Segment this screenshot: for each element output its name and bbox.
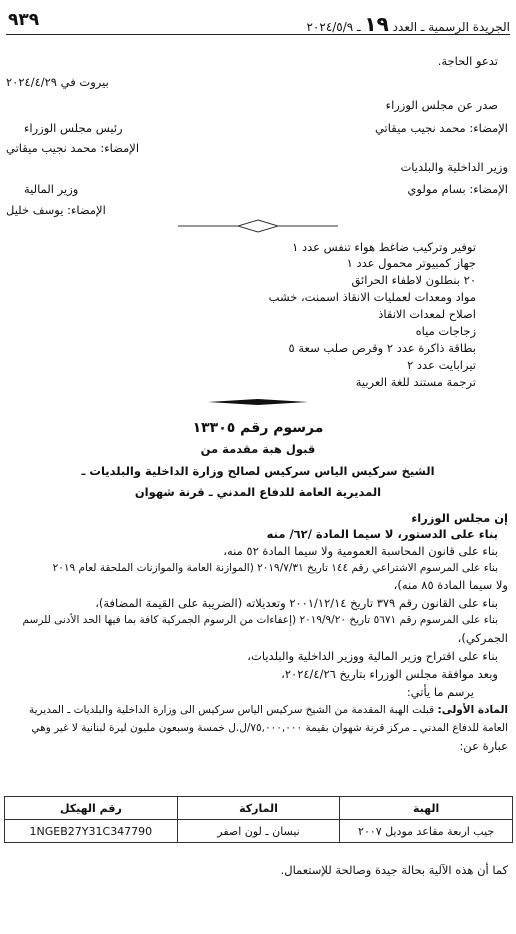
divider-ornament (178, 219, 338, 233)
table-cell: جيب اربعة مقاعد موديل ٢٠٠٧ (340, 820, 513, 843)
gazette-name: الجريدة الرسمية ـ العدد (392, 20, 510, 34)
constitution-line: بناء على الدستور، لا سيما المادة /٦٢/ منه (266, 527, 498, 541)
body-line: الجمركي)، (457, 631, 508, 645)
divider-ornament (208, 395, 308, 409)
body-line: بناء على القانون رقم ٣٧٩ تاريخ ٢٠٠١/١٢/١٤ وتعديلاته (الضريبة على القيمة المضافة)، (95, 596, 498, 610)
list-item: زجاجات مياه (415, 324, 476, 338)
article-one-label: المادة الأولى: (437, 704, 508, 716)
decree-subject: قبول هبة مقدمة من (200, 442, 316, 456)
column-header: رقم الهيكل (5, 797, 178, 820)
list-item: بطاقة ذاكرة عدد ٢ وقرص صلب سعة ٥ (288, 341, 476, 355)
article-one (29, 702, 508, 718)
article-one-text: قبلت الهبة المقدمة من الشيخ سركيس الياس سركيس الى وزارة الداخلية والبلديات ـ المديرية (28, 704, 435, 716)
body-line: ولا سيما المادة ٨٥ منه)، (393, 578, 508, 592)
page-number: ٩٣٩ (8, 10, 40, 30)
pm-title: رئيس مجلس الوزراء (24, 121, 123, 135)
list-item: مواد ومعدات لعمليات الانقاذ اسمنت، خشب (268, 290, 476, 304)
list-item: ترجمة مستند للغة العربية (355, 375, 476, 389)
decrees-line: يرسم ما يأتي: (406, 685, 474, 699)
list-item: اصلاح لمعدات الانقاذ (378, 307, 476, 321)
finance-minister-title: وزير المالية (24, 182, 79, 196)
decree-donor: الشيخ سركيس الياس سركيس لصالح وزارة الداخلية والبلديات ـ (81, 464, 435, 478)
interior-minister-title: وزير الداخلية والبلديات (400, 160, 508, 174)
column-header: الماركة (177, 797, 340, 820)
donation-table (4, 796, 513, 843)
list-item: توفير وتركيب ضاغط هواء تنفس عدد ١ (292, 240, 476, 254)
body-line: بناء على قانون المحاسبة العمومية ولا سيما المادة ٥٢ منه، (223, 544, 498, 558)
issued-by: صدر عن مجلس الوزراء (385, 98, 498, 112)
page-header (6, 6, 510, 35)
table-header-row (5, 797, 513, 820)
place-date: بيروت في ٢٠٢٤/٤/٢٩ (6, 75, 109, 89)
council-line: إن مجلس الوزراء (411, 511, 508, 525)
body-line: بناء على المرسوم الاشتراعي رقم ١٤٤ تاريخ ٢٠١٩/٧/٣١ (الموازنة العامة والموازنات الملحقة لعام ٢٠١٩ (52, 562, 498, 574)
chassis-number-cell: 1NGEB27Y31C347790 (5, 820, 178, 843)
issue-date: ـ ٢٠٢٤/٥/٩ (306, 20, 361, 34)
column-header: الهبة (340, 797, 513, 820)
body-line: العامة للدفاع المدني ـ مركز قرنة شهوان بقيمة ٧٥,٠٠٠,٠٠٠/ل.ل خمسة وسبعون مليون ليرة لبنانية لا غير وهي (31, 722, 508, 734)
finance-signature: الإمضاء: يوسف خليل (6, 203, 106, 217)
list-item: جهاز كمبيوتر محمول عدد ١ (346, 256, 476, 270)
table-cell: نيسان ـ لون اصفر (177, 820, 340, 843)
decree-number: مرسوم رقم ١٣٣٠٥ (192, 420, 324, 436)
pm-signature-right: الإمضاء: محمد نجيب ميقاتي (374, 121, 508, 135)
list-item: تيرابايت عدد ٢ (407, 358, 476, 372)
decree-directorate: المديرية العامة للدفاع المدني ـ قرنة شهوان (134, 485, 382, 499)
interior-signature: الإمضاء: بسام مولوي (407, 182, 508, 196)
body-line: بناء على اقتراح وزير المالية ووزير الداخلية والبلديات، (247, 649, 498, 663)
gazette-title (306, 12, 510, 36)
footer-note: كما أن هذه الآلية بحالة جيدة وصالحة للإستعمال. (280, 863, 508, 877)
pm-signature-left: الإمضاء: محمد نجيب ميقاتي (6, 141, 140, 155)
need-text: تدعو الحاجة. (437, 54, 498, 68)
body-line: عبارة عن: (459, 739, 508, 753)
body-line: وبعد موافقة مجلس الوزراء بتاريخ ٢٠٢٤/٤/٢٦، (281, 667, 498, 681)
table-row (5, 820, 513, 843)
list-item: ٢٠ بنطلون لاطفاء الحرائق (351, 273, 476, 287)
body-line: بناء على المرسوم رقم ٥٦٧١ تاريخ ٢٠١٩/٩/٢٠ (إعفاءات من الرسوم الجمركية كافة بما فيها الحد الأدنى للرسم (22, 614, 498, 626)
issue-number: ١٩ (364, 12, 389, 36)
